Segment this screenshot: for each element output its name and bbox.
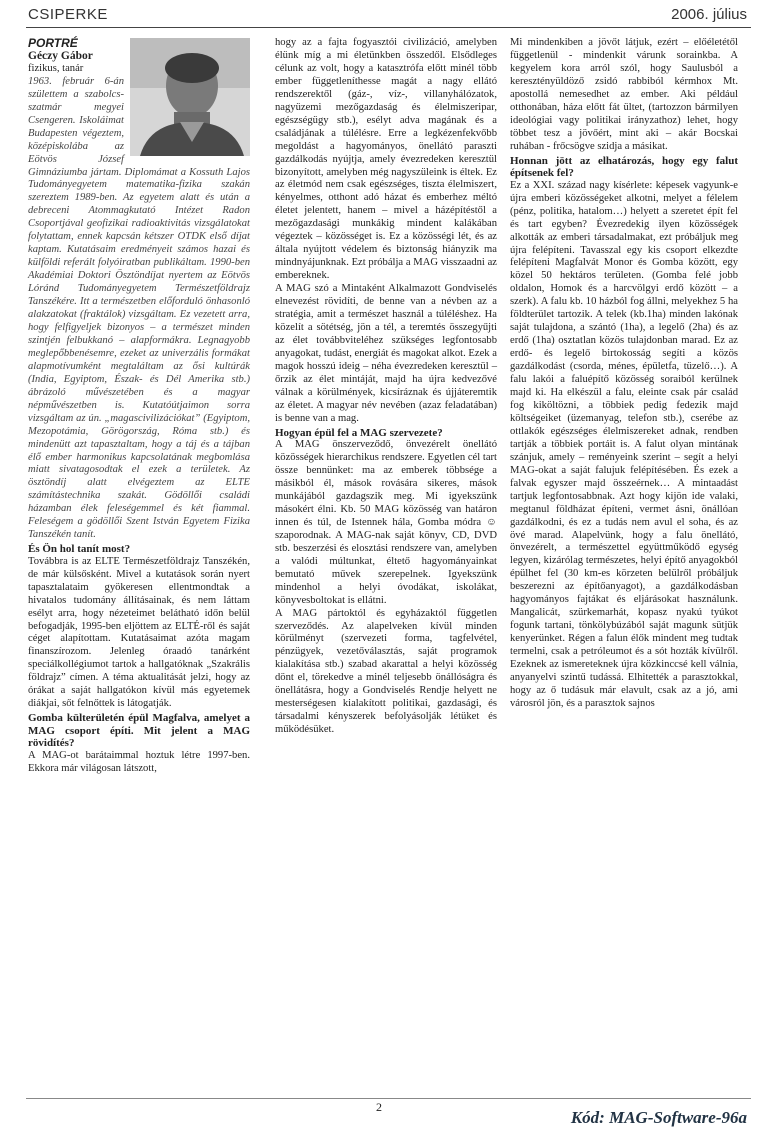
paragraph: Ez a XXI. század nagy kísérlete: képesek vagyunk-e újra emberi közösségeket alkotni, melyet a félelem (pénz, politika, hatalom…) helyett a szeretet épít fel és tart egyben? Évezredekig ilyen közösségek alkották az emberi társadalmakat, ezt próbáljuk meg újra felépíteni. Tavasszal egy kis csoport elkezdte felépíteni Magfalvát Monor és Gomba között, egy közel 50 hektáros területen. (Gomba felé jobb oldalon, Homok és a harcvölgyi erdő között – a szerk). A falu kb. 10 házból fog állni, melyekhez 5 ha földterület tartozik. A telek (kb.1ha) minden lakónak saját tulajdona, a szántó (1ha), a legelő (2ha) és az erdő (1ha) osztatlan közös tulajdonban marad. Ez az erdő- és legelő birtokosság segíti a közös gazdálkodást (csorda, ménes, épületfa, tüzelő…). A falu lakói a faluépítő közösség soraiból kerülnek majd ki. Ha elkészül a falu, eleinte csak pár család fog kiköltözni, a többiek pedig fedezik majd költségeiket (üzemanyag, telefon stb.), cserébe az ottlakók egészséges élelmiszereket adnak, rendben tartják a többiek portáit is. A falut olyan mintának szánjuk, amely – reményeink szerint – segít a helyi MAG-okat a saját falujuk felépítésében. És ezek a falvak egyszer majd összeérnek… A mintaadást tartjuk legfontosabbnak. Azt hogy kijön ide valaki, megtanul földházat építeni, vermet ásni, önállóan gazdálkodni, és ez a tudás nem avul el soha, és az övé marad. Alapelvünk, hogy a falu önellátó, önvezérelt, a természettel együttműködő egység legyen, kizárólag természetes, helyi építő anyagokból épülhet fel (30 km-es körzeten belülről próbáljuk beszerezni az építőanyagot), a gazdálkodásban hagyományos fajtákat és eljárásokat használunk. Mangalicát, szürkemarhát, kopasz nyakú tyúkot fogunk tartani, tönkölybúzából saját magunk sütjük kenyerünket. Régen a falun élők mindent meg tudtak termelni, csak a petróleumot és a sót hozták kívülről. Ezeknek az ismereteknek újra közkinccsé kell válnia, anyanyelvi szintű tudássá. Elhitették a parasztokkal, hogy az ő tudásuk már elavult, csak az a jó, ami városról jön, és a parasztok sajnos xyxy=(510,179,738,709)
person-role: fizikus, tanár xyxy=(28,62,84,74)
question-1: És Ön hol tanít most? xyxy=(28,543,131,556)
column-3 xyxy=(510,37,738,711)
question-2: Gomba külterületén épül Magfalva, amelyet a MAG csoport építi. Mit jelent a MAG rövidítés? xyxy=(28,712,250,750)
column-1 xyxy=(28,37,250,776)
footer-divider xyxy=(26,1098,751,1099)
question-3: Hogyan épül fel a MAG szervezete? xyxy=(275,426,443,439)
paragraph: A MAG önszerveződő, önvezérelt önellátó közösségek hierarchikus rendszere. Egyetlen cél tart össze bennünket: ma az emberek többsége a másikból él, mások rovására sikeres, mások munkájából gazdagszik meg. Mi igyekszünk másokért élni. Kb. 50 MAG közösség van határon innen és túl, de Istennek hála, Gomba módra ☺ szaporodnak. A MAG-nak saját könyv, CD, DVD stb. beszerzési és elosztási rendszere van, amelyben a valódi múltunkat, éltető hagyományainkat bemutató művek szerepelnek. Igyekszünk mindenhol a helyi óvodákat, iskolákat, könyvesboltokat is ellátni. xyxy=(275,439,497,606)
person-name: Géczy Gábor xyxy=(28,49,93,62)
answer-2: A MAG-ot barátaimmal hoztuk létre 1997-ben. Ekkora már világosan látszott, xyxy=(28,749,250,774)
question-4: Honnan jött az elhatározás, hogy egy falut építsenek fel? xyxy=(510,154,738,180)
column-2 xyxy=(275,37,497,737)
page-number: 2 xyxy=(376,1100,382,1114)
section-label: PORTRÉ xyxy=(28,36,78,50)
issue-date: 2006. július xyxy=(671,6,747,23)
magazine-title: CSIPERKE xyxy=(28,6,108,23)
answer-1: Továbbra is az ELTE Természetföldrajz Tanszékén, de már külsősként. Mivel a kutatások során nyert tapasztalataim gyökeresen ellentmondtak a hivatalos tudomány állításainak, és nem láttam esélyt arra, hogy nézeteimet belátható időn belül befogadják, 1995-ben eljöttem az ELTÉ-ről és saját céget alapítottam. Kutatásaimat azóta magam finanszírozom. Jelenleg óraadó tanárként speciálkollégiumot tartok a hallgatóknak „Szakrális földrajz” címen. A téma aktualitását jelzi, hogy az órákat a saját hallgatókon kívül más egyetemek diákjai, sőt felnőttek is látogatják. xyxy=(28,555,250,710)
document-code: Kód: MAG-Software-96a xyxy=(570,1108,747,1127)
paragraph: hogy az a fajta fogyasztói civilizáció, amelyben élünk míg a mi életünkben összedől. Elsődleges célunk az volt, hogy a katasztrófa előtt minél több ember függetleníthesse magát a nagy ellátó rendszerektől (gáz-, víz-, villanyhálózatok, nagyüzemi mezőgazdaság és élelmiszeripar, egészségügy stb.), esélyt adva magának és a családjának a túlélésre. Erre a legkézenfekvőbb megoldást a hagyományos, önellátó paraszti gazdálkodás nyújtja, amely évezredeken keresztül bizonyított, amelyben még nagyszüleink is éltek. Ez az életmód nem csak egészséges, tiszta élelmiszert, kényelmes, otthont adó házat és emberhez méltó életet jelentett, hanem – mivel a házépítéstől a mezőgazdasági munkákig mindent kalákában végeztek – közösséget is. Ez a közösségi lét, és az általa nyújtott védelem és biztonság hiányzik ma mindnyájunknak. Ezt próbálja a MAG visszaadni az embereknek. xyxy=(275,37,497,282)
paragraph: A MAG pártoktól és egyházaktól független szerveződés. Az alapelveken kívül minden körülményt (szervezeti forma, tagfelvétel, pénzügyek, vezetőválasztás, saját programok kialakítása stb.) szabad akarattal a helyi közösség dönt el, törekedve a minél teljesebb önállóságra és önellátásra, hogy a Gondviselés Rendje helyett ne mesterségesen kialakított politikai, gazdasági, és társadalmi kényszerek befolyásolják létüket és működésüket. xyxy=(275,607,497,736)
header-divider xyxy=(26,27,751,28)
biography: 1963. február 6-án születtem a szabolcs-szatmár megyei Csengeren. Iskoláimat Budapesten végeztem, középiskolába az Eötvös József Gimnáziumba jártam. Diplomámat a Kossuth Lajos Tudományegyetem matematika-fizika szakán szereztem 1989-ben. Az egyetem alatt és után a debreceni Atommagkutató Intézet Radon Csoportjával geofizikai radioaktivitás vizsgálatokat folytattam, ennek kapcsán kétszer OTDK első díjat kaptam. Kutatásaim eredményeit számos hazai és külföldi referált folyóiratban publikáltam. 1990-ben Akadémiai Doktori Ösztöndíjat nyertem az Eötvös Lóránd Tudományegyetem Természetföldrajz Tanszékére. Itt a természetben előforduló önhasonló alakzatokat (fraktálok) vizsgáltam. Ez vezetett arra, hogy felfigyeljek bizonyos – a természet minden szintjén felbukkanó – alapformákra. Legnagyobb meglepőbbenésemre, ezeket az univerzális formákat alapmotívumként megtaláltam az ősi kultúrák (India, Egyiptom, Észak- és Dél Amerika stb.) ábrázoló művészetében és a magyar népművészetben is. Kutatóútjaimon sorra vizsgáltam az ún. „magascivilizációkat” (Egyiptom, Mezopotámia, Görögország, Róma stb.) és mindenütt azt tapasztaltam, hogy a táj és a tájban élő ember harmonikus kapcsolatának megbomlása miatt sivatagosodtak el ezek a területek. Az ösztöndíj alatt elvégeztem az ELTE számítástechnika szakát. Gödöllői családi házamban élek feleségemmel és két fiammal. Feleségem a gödöllői Szent István Egyetem Fizika Tanszékén tanít. xyxy=(28,75,250,541)
paragraph: Mi mindenkiben a jövőt látjuk, ezért – előéletétől függetlenül - mindenkit várunk sorainkba. A kegyelem kora arról szól, hogy Saulusból a keresztényüldöző zsidó rabbiból kérmhox Mt. apostollá nemesedhet az ember. Aki például otthonában, háza előtt fát ültet, (tartozzon bármilyen ideológiai vagy politikai irányzathoz) lehet, hogy többet tesz a jövőért, mint aki – akár Bocskai ruhában - frőcsögve szidja a másikat. xyxy=(510,37,738,152)
paragraph: A MAG szó a Mintaként Alkalmazott Gondviselés elnevezést rövidíti, de benne van a névben az a stratégia, amit a természet használ a túléléshez. Ha közelít a sötétség, jön a tél, a teremtés összegyűjti az élet továbbviteléhez szükséges legfontosabb anyagokat, tudást, energiát és magokat alkot. Ezek a magok hosszú ideig – néha évezredeken keresztül – őrzik az élet mintáját, majd ha újra kedvezővé válnak a körülmények, kicsíráznak és újjáteremtik az életet. A magyar név nevében (azaz feladatában) is benne van a mag. xyxy=(275,283,497,424)
portrait-photo-icon xyxy=(130,38,250,156)
